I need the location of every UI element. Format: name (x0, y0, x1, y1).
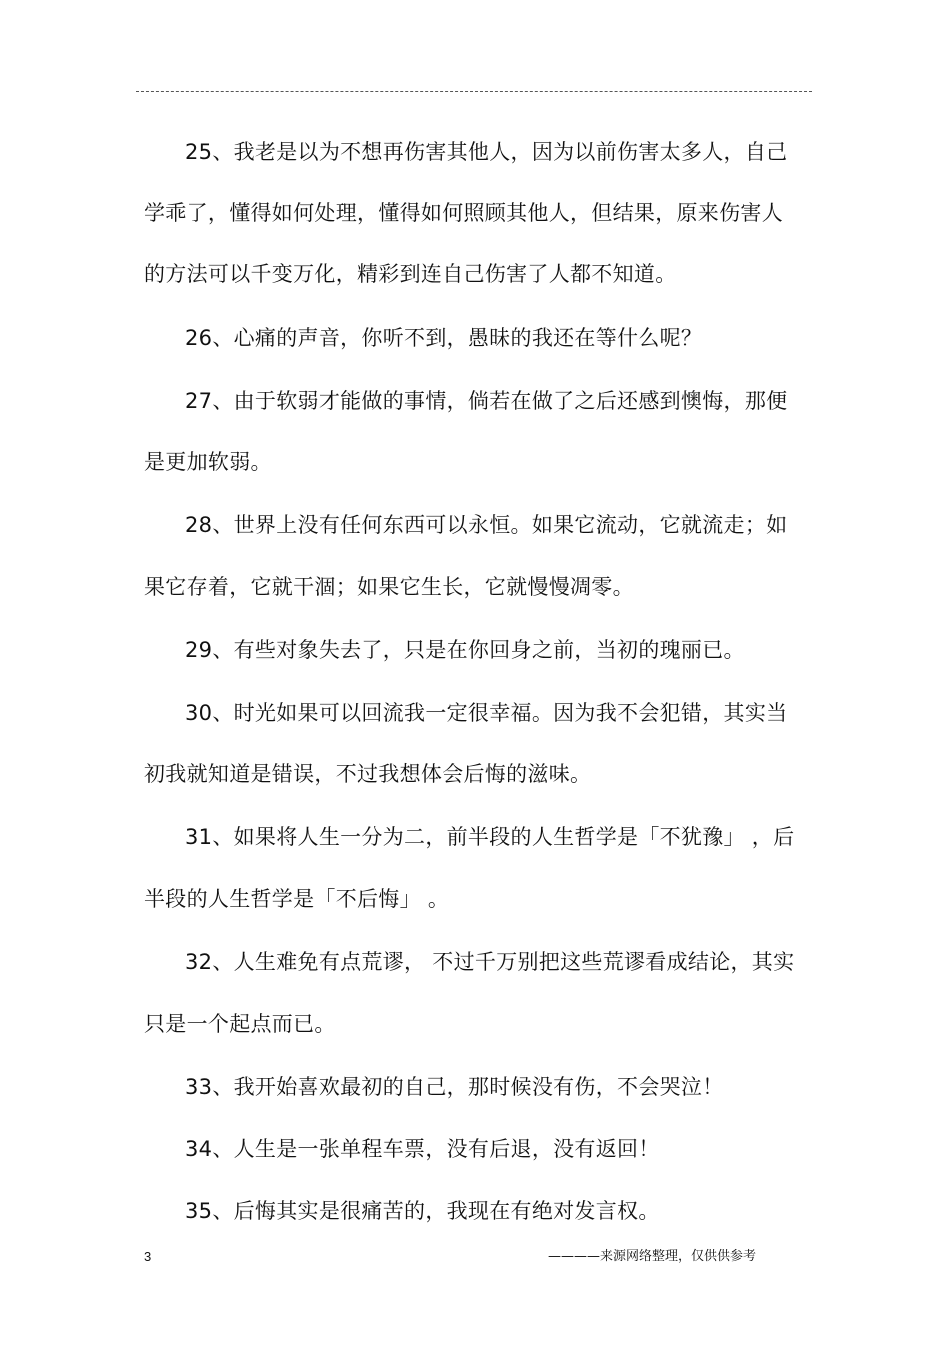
paragraph-line: 30、时光如果可以回流我一定很幸福。因为我不会犯错，其实当 (185, 701, 788, 725)
paragraph-line: 半段的人生哲学是「不后悔」 。 (144, 887, 450, 911)
page-number: 3 (144, 1249, 152, 1264)
paragraph-line: 27、由于软弱才能做的事情，倘若在做了之后还感到懊悔，那便 (185, 389, 788, 413)
paragraph-line: 31、如果将人生一分为二，前半段的人生哲学是「不犹豫」 ，后 (185, 825, 795, 849)
paragraph-line: 是更加软弱。 (144, 450, 272, 474)
header-divider (136, 91, 812, 92)
paragraph-line: 学乖了，懂得如何处理，懂得如何照顾其他人，但结果，原来伤害人 (144, 201, 783, 225)
paragraph-line: 26、心痛的声音，你听不到，愚昧的我还在等什么呢？ (185, 326, 703, 350)
paragraph-line: 果它存着，它就干涸；如果它生长，它就慢慢凋零。 (144, 575, 634, 599)
paragraph-line: 25、我老是以为不想再伤害其他人，因为以前伤害太多人，自己 (185, 140, 788, 164)
paragraph-line: 初我就知道是错误，不过我想体会后悔的滋味。 (144, 762, 592, 786)
paragraph-line: 32、人生难免有点荒谬， 不过千万别把这些荒谬看成结论，其实 (185, 950, 795, 974)
paragraph-line: 28、世界上没有任何东西可以永恒。如果它流动，它就流走；如 (185, 513, 788, 537)
paragraph-line: 35、后悔其实是很痛苦的，我现在有绝对发言权。 (185, 1199, 660, 1223)
paragraph-line: 33、我开始喜欢最初的自己，那时候没有伤，不会哭泣！ (185, 1075, 724, 1099)
paragraph-line: 只是一个起点而已。 (144, 1012, 336, 1036)
paragraph-line: 29、有些对象失去了，只是在你回身之前，当初的瑰丽已。 (185, 638, 745, 662)
paragraph-line: 34、人生是一张单程车票，没有后退，没有返回！ (185, 1137, 660, 1161)
paragraph-line: 的方法可以千变万化，精彩到连自己伤害了人都不知道。 (144, 262, 677, 286)
source-note: ————来源网络整理，仅供供参考 (548, 1249, 757, 1264)
